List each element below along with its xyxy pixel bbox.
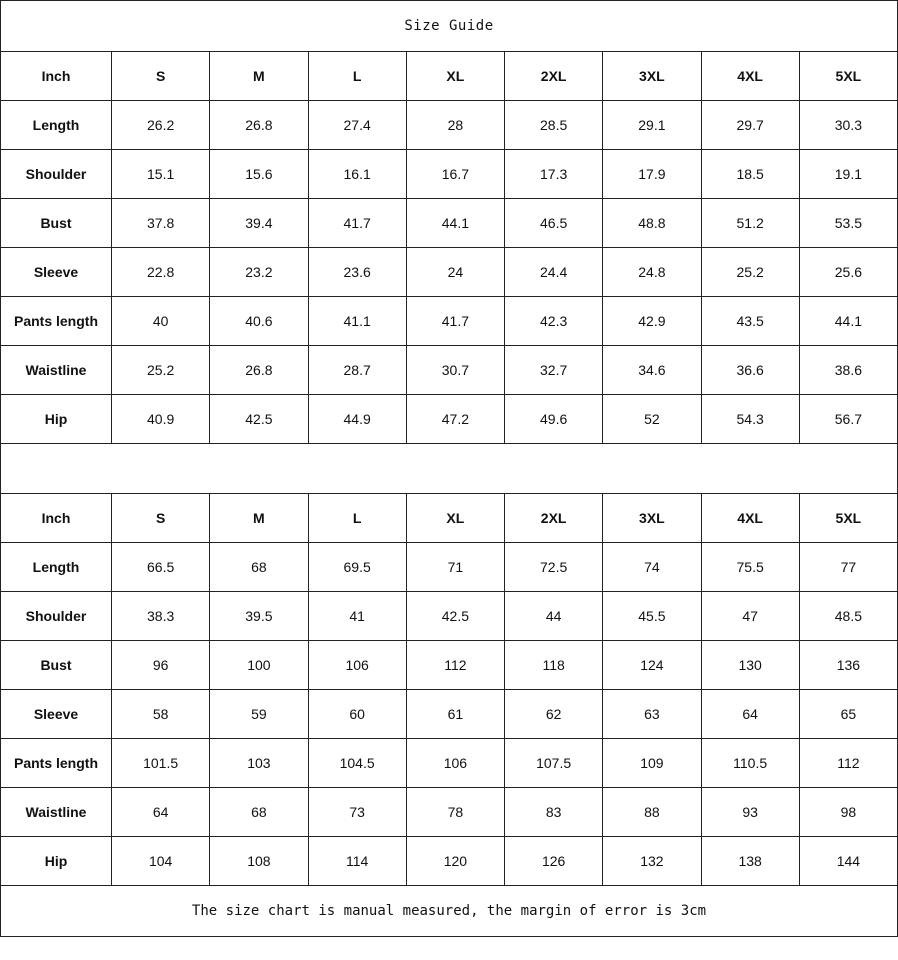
cm-table-measurement-cell: 71: [406, 543, 504, 592]
cm-table-measurement-cell: 104: [112, 837, 210, 886]
cm-table-measurement-cell: 59: [210, 690, 308, 739]
cm-table-size-header: S: [112, 494, 210, 543]
inch-table-measurement-cell: 25.2: [701, 248, 799, 297]
cm-table-size-header: 2XL: [505, 494, 603, 543]
inch-table-measurement-cell: 48.8: [603, 199, 701, 248]
cm-table-measurement-cell: 118: [505, 641, 603, 690]
inch-table-size-header: XL: [406, 52, 504, 101]
inch-table-measurement-cell: 54.3: [701, 395, 799, 444]
cm-table-measurement-cell: 100: [210, 641, 308, 690]
cm-table-measurement-cell: 58: [112, 690, 210, 739]
inch-table-measurement-cell: 15.1: [112, 150, 210, 199]
cm-table-measurement-cell: 72.5: [505, 543, 603, 592]
table-row: [1, 150, 898, 199]
inch-table-measurement-cell: 44.9: [308, 395, 406, 444]
inch-table-measurement-cell: 53.5: [799, 199, 897, 248]
cm-table-measurement-cell: 93: [701, 788, 799, 837]
cm-table-measurement-cell: 83: [505, 788, 603, 837]
measurement-note: The size chart is manual measured, the margin of error is 3cm: [1, 886, 898, 937]
inch-table-measurement-cell: 27.4: [308, 101, 406, 150]
cm-table-measurement-cell: 78: [406, 788, 504, 837]
table-row: [1, 248, 898, 297]
cm-table-measurement-cell: 48.5: [799, 592, 897, 641]
cm-table-measurement-cell: 68: [210, 543, 308, 592]
inch-table-measurement-cell: 15.6: [210, 150, 308, 199]
cm-table-measurement-cell: 112: [406, 641, 504, 690]
cm-table-measurement-cell: 112: [799, 739, 897, 788]
inch-table-measurement-cell: 34.6: [603, 346, 701, 395]
cm-table-measurement-cell: 130: [701, 641, 799, 690]
inch-table-measurement-cell: 38.6: [799, 346, 897, 395]
cm-table-size-header: 5XL: [799, 494, 897, 543]
table-row: [1, 101, 898, 150]
cm-table-row-label: Shoulder: [1, 592, 112, 641]
cm-table-measurement-cell: 38.3: [112, 592, 210, 641]
inch-table-measurement-cell: 24.4: [505, 248, 603, 297]
inch-table-measurement-cell: 44.1: [799, 297, 897, 346]
cm-table-measurement-cell: 69.5: [308, 543, 406, 592]
cm-table-measurement-cell: 108: [210, 837, 308, 886]
cm-table-measurement-cell: 136: [799, 641, 897, 690]
inch-table-measurement-cell: 42.5: [210, 395, 308, 444]
inch-table-row-label: Waistline: [1, 346, 112, 395]
cm-table-measurement-cell: 73: [308, 788, 406, 837]
inch-table-measurement-cell: 43.5: [701, 297, 799, 346]
cm-table-measurement-cell: 77: [799, 543, 897, 592]
inch-table-measurement-cell: 16.1: [308, 150, 406, 199]
spacer-cell: [1, 444, 898, 494]
inch-table-measurement-cell: 25.6: [799, 248, 897, 297]
inch-table-measurement-cell: 47.2: [406, 395, 504, 444]
cm-table-measurement-cell: 47: [701, 592, 799, 641]
cm-table-measurement-cell: 44: [505, 592, 603, 641]
inch-table-size-header: 4XL: [701, 52, 799, 101]
cm-table-measurement-cell: 126: [505, 837, 603, 886]
inch-table-measurement-cell: 16.7: [406, 150, 504, 199]
inch-table-measurement-cell: 24.8: [603, 248, 701, 297]
cm-table-size-header: M: [210, 494, 308, 543]
table-row: [1, 543, 898, 592]
cm-table-measurement-cell: 101.5: [112, 739, 210, 788]
cm-table-measurement-cell: 62: [505, 690, 603, 739]
cm-table-measurement-cell: 41: [308, 592, 406, 641]
cm-table-measurement-cell: 98: [799, 788, 897, 837]
cm-table-row-label: Length: [1, 543, 112, 592]
cm-table-measurement-cell: 132: [603, 837, 701, 886]
cm-table-measurement-cell: 63: [603, 690, 701, 739]
cm-table-measurement-cell: 114: [308, 837, 406, 886]
cm-table-measurement-cell: 107.5: [505, 739, 603, 788]
inch-table-measurement-cell: 36.6: [701, 346, 799, 395]
inch-table-size-header: 2XL: [505, 52, 603, 101]
inch-table-measurement-cell: 40.9: [112, 395, 210, 444]
inch-table-measurement-cell: 56.7: [799, 395, 897, 444]
inch-table-size-header: 3XL: [603, 52, 701, 101]
inch-table-measurement-cell: 18.5: [701, 150, 799, 199]
inch-table-measurement-cell: 19.1: [799, 150, 897, 199]
inch-table-measurement-cell: 42.9: [603, 297, 701, 346]
table-row: [1, 592, 898, 641]
cm-table-size-header: 3XL: [603, 494, 701, 543]
cm-table-measurement-cell: 120: [406, 837, 504, 886]
cm-table-measurement-cell: 138: [701, 837, 799, 886]
inch-table-measurement-cell: 17.9: [603, 150, 701, 199]
cm-table-measurement-cell: 61: [406, 690, 504, 739]
inch-table-measurement-cell: 44.1: [406, 199, 504, 248]
inch-table-measurement-cell: 41.7: [406, 297, 504, 346]
cm-table-row-label: Waistline: [1, 788, 112, 837]
inch-table-row-label: Length: [1, 101, 112, 150]
cm-table-measurement-cell: 74: [603, 543, 701, 592]
table-row: [1, 641, 898, 690]
page-title: Size Guide: [1, 1, 898, 52]
cm-table-measurement-cell: 109: [603, 739, 701, 788]
table-row: [1, 297, 898, 346]
cm-table-measurement-cell: 104.5: [308, 739, 406, 788]
cm-table-measurement-cell: 66.5: [112, 543, 210, 592]
cm-table-measurement-cell: 60: [308, 690, 406, 739]
inch-table-row-label: Sleeve: [1, 248, 112, 297]
inch-table-measurement-cell: 46.5: [505, 199, 603, 248]
inch-table-measurement-cell: 40.6: [210, 297, 308, 346]
cm-table-measurement-cell: 106: [406, 739, 504, 788]
inch-table-row-label: Bust: [1, 199, 112, 248]
inch-table-measurement-cell: 23.6: [308, 248, 406, 297]
cm-table-measurement-cell: 88: [603, 788, 701, 837]
table-row: [1, 199, 898, 248]
inch-table-header-row: [1, 52, 898, 101]
inch-table-measurement-cell: 29.7: [701, 101, 799, 150]
inch-table-size-header: M: [210, 52, 308, 101]
inch-table-row-label: Hip: [1, 395, 112, 444]
inch-table-measurement-cell: 52: [603, 395, 701, 444]
inch-table-measurement-cell: 26.8: [210, 101, 308, 150]
inch-table-measurement-cell: 23.2: [210, 248, 308, 297]
cm-table-size-header: XL: [406, 494, 504, 543]
inch-table-measurement-cell: 17.3: [505, 150, 603, 199]
inch-table-measurement-cell: 30.7: [406, 346, 504, 395]
inch-table-measurement-cell: 25.2: [112, 346, 210, 395]
spacer-row: [1, 444, 898, 494]
inch-table-measurement-cell: 32.7: [505, 346, 603, 395]
cm-table-measurement-cell: 68: [210, 788, 308, 837]
cm-table-measurement-cell: 75.5: [701, 543, 799, 592]
inch-table-measurement-cell: 41.7: [308, 199, 406, 248]
inch-table-measurement-cell: 26.8: [210, 346, 308, 395]
inch-table-size-header: 5XL: [799, 52, 897, 101]
inch-table-measurement-cell: 28.7: [308, 346, 406, 395]
inch-table-measurement-cell: 41.1: [308, 297, 406, 346]
inch-table-measurement-cell: 37.8: [112, 199, 210, 248]
inch-table-unit-header: Inch: [1, 52, 112, 101]
cm-table-measurement-cell: 64: [701, 690, 799, 739]
inch-table-measurement-cell: 28: [406, 101, 504, 150]
table-row: [1, 346, 898, 395]
cm-table-row-label: Sleeve: [1, 690, 112, 739]
inch-table-measurement-cell: 40: [112, 297, 210, 346]
title-row: [1, 1, 898, 52]
cm-table-measurement-cell: 110.5: [701, 739, 799, 788]
inch-table-row-label: Pants length: [1, 297, 112, 346]
inch-table-measurement-cell: 24: [406, 248, 504, 297]
inch-table-size-header: S: [112, 52, 210, 101]
inch-table-measurement-cell: 51.2: [701, 199, 799, 248]
cm-table-measurement-cell: 42.5: [406, 592, 504, 641]
table-row: [1, 739, 898, 788]
cm-table-size-header: L: [308, 494, 406, 543]
cm-table-header-row: [1, 494, 898, 543]
cm-table-measurement-cell: 124: [603, 641, 701, 690]
cm-table-row-label: Pants length: [1, 739, 112, 788]
inch-table-row-label: Shoulder: [1, 150, 112, 199]
inch-table-size-header: L: [308, 52, 406, 101]
note-row: [1, 886, 898, 937]
table-row: [1, 690, 898, 739]
inch-table-measurement-cell: 26.2: [112, 101, 210, 150]
cm-table-measurement-cell: 65: [799, 690, 897, 739]
cm-table-measurement-cell: 103: [210, 739, 308, 788]
inch-table-measurement-cell: 30.3: [799, 101, 897, 150]
inch-table-measurement-cell: 29.1: [603, 101, 701, 150]
cm-table-size-header: 4XL: [701, 494, 799, 543]
cm-table-row-label: Hip: [1, 837, 112, 886]
table-row: [1, 788, 898, 837]
inch-table-measurement-cell: 22.8: [112, 248, 210, 297]
cm-table-measurement-cell: 106: [308, 641, 406, 690]
inch-table-measurement-cell: 42.3: [505, 297, 603, 346]
table-row: [1, 837, 898, 886]
inch-table-measurement-cell: 28.5: [505, 101, 603, 150]
cm-table-row-label: Bust: [1, 641, 112, 690]
cm-table-measurement-cell: 144: [799, 837, 897, 886]
inch-table-measurement-cell: 39.4: [210, 199, 308, 248]
cm-table-measurement-cell: 45.5: [603, 592, 701, 641]
cm-table-unit-header: Inch: [1, 494, 112, 543]
cm-table-measurement-cell: 39.5: [210, 592, 308, 641]
table-row: [1, 395, 898, 444]
cm-table-measurement-cell: 64: [112, 788, 210, 837]
cm-table-measurement-cell: 96: [112, 641, 210, 690]
inch-table-measurement-cell: 49.6: [505, 395, 603, 444]
